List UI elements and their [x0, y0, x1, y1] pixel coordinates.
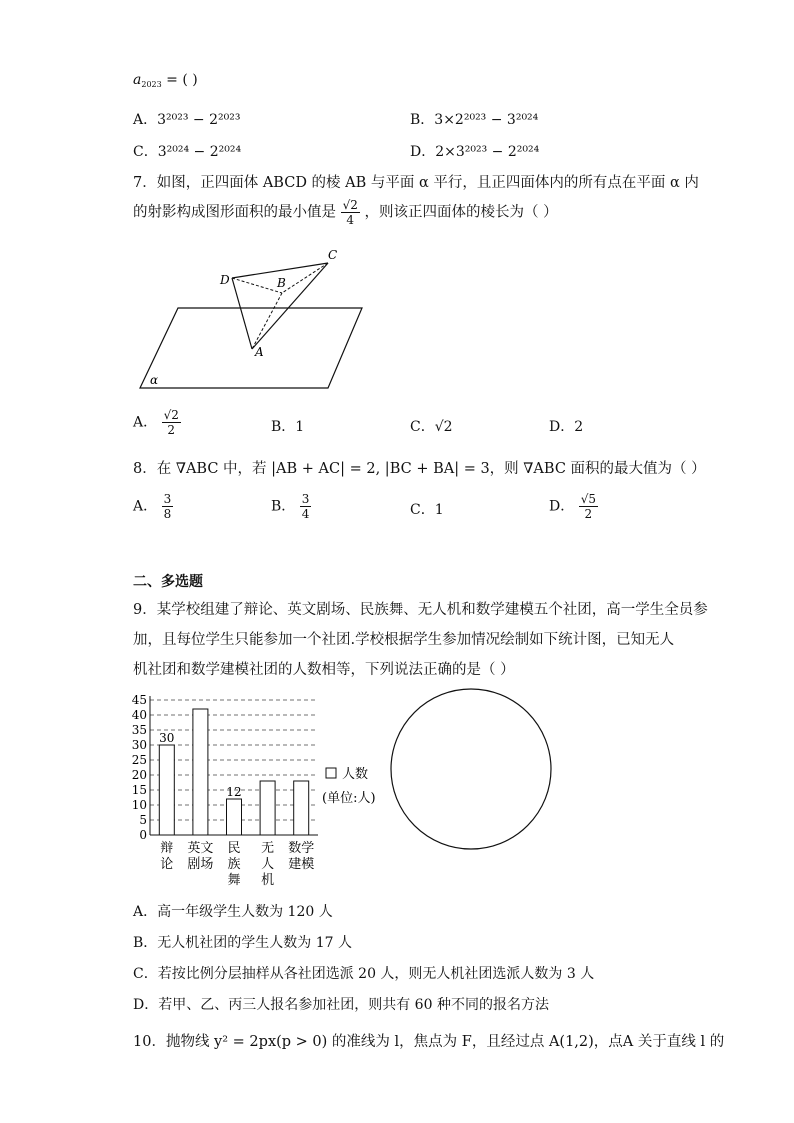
q6-option-a[interactable]: A．3²⁰²³ − 2²⁰²³ [133, 112, 241, 128]
bar-chart [118, 688, 390, 898]
x-category-label: 辩 [160, 841, 174, 856]
bar-data-label: 12 [226, 785, 242, 799]
x-category-label: 无 [261, 841, 275, 856]
x-category-label: 建模 [288, 857, 315, 872]
y-tick-label: 25 [131, 753, 147, 767]
q6-stem-tail [133, 72, 198, 89]
pie-outline [391, 689, 551, 849]
vertex-d-label: D [220, 273, 230, 287]
bar-辩论 [159, 745, 174, 835]
y-tick-label: 30 [131, 738, 147, 752]
q7-fraction: $\frac{√2}{4}$ [342, 198, 358, 227]
bar-英文剧场 [193, 709, 208, 835]
q9-option-b[interactable]: B．无人机社团的学生人数为 17 人 [133, 935, 353, 951]
vertex-a-label: A [255, 345, 264, 359]
q8-option-c[interactable]: C．1 [410, 502, 444, 518]
q9-option-d[interactable]: D．若甲、乙、丙三人报名参加社团，则共有 60 种不同的报名方法 [133, 997, 549, 1013]
bar-数学建模 [294, 781, 309, 835]
y-tick-label: 40 [131, 708, 147, 722]
legend-swatch [326, 768, 336, 778]
q7-option-a[interactable]: A． $\frac{√2}{2}$ [133, 408, 179, 437]
section-title: 二、多选题 [133, 574, 203, 590]
x-category-label: 机 [261, 873, 275, 888]
q6-option-b[interactable]: B．3×2²⁰²³ − 3²⁰²⁴ [410, 112, 539, 128]
q9-option-c[interactable]: C．若按比例分层抽样从各社团选派 20 人，则无人机社团选派人数为 3 人 [133, 966, 595, 982]
y-tick-label: 0 [139, 828, 147, 842]
q6-option-c[interactable]: C．3²⁰²⁴ − 2²⁰²⁴ [133, 144, 242, 160]
q7-stem-line2: 的射影构成图形面积的最小值是 $\frac{√2}{4}$ ，则该正四面体的棱长为（ ） [133, 198, 558, 227]
x-category-label: 民 [227, 841, 241, 856]
y-tick-label: 20 [131, 768, 147, 782]
bar-data-label: 30 [159, 731, 175, 745]
y-tick-label: 45 [131, 693, 147, 707]
x-category-label: 英文 [187, 841, 214, 856]
q8-option-b[interactable]: B． $\frac{3}{4}$ [271, 492, 310, 521]
x-category-label: 数学 [288, 841, 315, 856]
q6-option-d[interactable]: D．2×3²⁰²³ − 2²⁰²⁴ [410, 144, 540, 160]
q8-option-d[interactable]: D． $\frac{√5}{2}$ [549, 492, 596, 521]
pie-chart [388, 686, 554, 852]
q7-stem-line1: 7．如图，正四面体 ABCD 的棱 AB 与平面 α 平行，且正四面体内的所有点在平面 α 内 [133, 175, 699, 191]
y-tick-label: 10 [131, 798, 147, 812]
x-category-label: 舞 [227, 873, 241, 888]
y-tick-label: 5 [139, 813, 147, 827]
q10-stem: 10．抛物线 y² = 2px(p > 0) 的准线为 l，焦点为 F，且经过点 A(1,2)，点A 关于直线 l 的 [133, 1034, 725, 1050]
legend-unit: (单位:人) [322, 791, 376, 806]
y-tick-label: 35 [131, 723, 147, 737]
y-tick-label: 15 [131, 783, 147, 797]
q7-option-d[interactable]: D．2 [549, 419, 584, 435]
x-category-label: 族 [227, 857, 241, 872]
q9-stem-line3: 机社团和数学建模社团的人数相等，下列说法正确的是（ ） [133, 662, 515, 678]
legend-label: 人数 [342, 767, 369, 782]
x-category-label: 人 [261, 857, 275, 872]
bar-无人机 [260, 781, 275, 835]
q9-stem-line1: 9．某学校组建了辩论、英文剧场、民族舞、无人机和数学建模五个社团，高一学生全员参 [133, 602, 708, 618]
q8-stem: 8．在 ∇ABC 中，若 |AB + AC| = 2, |BC + BA| = 3，则 ∇ABC 面积的最大值为（ ） [133, 461, 706, 477]
q9-stem-line2: 加，且每位学生只能参加一个社团.学校根据学生参加情况绘制如下统计图，已知无人 [133, 632, 675, 648]
q7-option-c[interactable]: C．√2 [410, 419, 453, 435]
x-category-label: 论 [160, 857, 174, 872]
tetrahedron-figure [130, 243, 370, 393]
plane-alpha-label: α [150, 373, 159, 387]
bar-民族舞 [227, 799, 242, 835]
answer-bracket: = ( ) [166, 72, 198, 88]
sequence-term: a [133, 72, 142, 88]
q7-option-b[interactable]: B．1 [271, 419, 305, 435]
q9-option-a[interactable]: A．高一年级学生人数为 120 人 [133, 904, 333, 920]
vertex-c-label: C [328, 248, 338, 262]
sequence-index: 2023 [141, 80, 162, 89]
vertex-b-label: B [277, 276, 286, 290]
q8-option-a[interactable]: A． $\frac{3}{8}$ [133, 492, 172, 521]
x-category-label: 剧场 [187, 857, 214, 872]
